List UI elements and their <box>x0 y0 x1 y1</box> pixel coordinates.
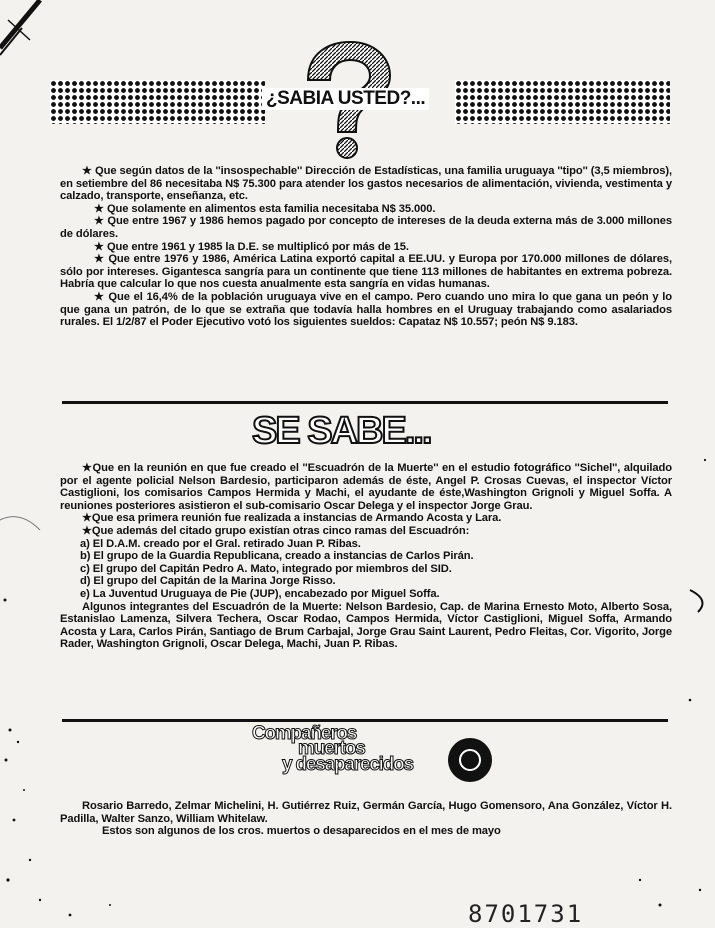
integrantes-list: Algunos integrantes del Escuadrón de la Muerte: Nelson Bardesio, Cap. de Marina Ernesto Moto, Alberto Sosa, Estanislao Lamenza, Silvera Techera, Oscar Rodao, Campos Hermida, Víctor Castiglioni, Miguel Soffa, Armando Acosta y Lara, Carlos Pirán, Santiago de Brum Carbajal, Jorge Grau Saint Laurent, Pedro Fleitas, Cor. Vigorito, Jorge Rader, Washington Grignoli, Oscar Delega, Machi, Juan P. Ribas. <box>60 600 672 651</box>
companeros-closing: Estos son algunos de los cros. muertos o desaparecidos en el mes de mayo <box>102 825 501 838</box>
sabia-item: ★ Que entre 1961 y 1985 la D.E. se multiplicó por más de 15. <box>94 240 409 253</box>
rama-item: d) El grupo del Capitán de la Marina Jorge Risso. <box>80 575 336 588</box>
se-sabe-intro: ★Que en la reunión en que fue creado el ''Escuadrón de la Muerte'' en el estudio fotográfico ''Sichel'', alquilado por el agente policial Nelson Bardesio, participaron además de éste, Angel P. Crosas Cuevas, el inspector Víctor Castiglioni, los comisarios Campos Hermida y Machi, el ayudante de éste,Washington Grignoli y Miguel Soffa. A reuniones posteriores asistieron el sub-comisario Oscar Delega y el inspector Jorge Grau. <box>60 462 672 512</box>
companeros-line1: Compañeros <box>252 723 357 744</box>
sabia-item: ★ Que entre 1976 y 1986, América Latina exportó capital a EE.UU. y Europa por 170.000 millones de dólares, sólo por intereses. Gigantesca sangría para un continente que tiene 113 millones de habitantes en extrema pobreza. Habría que calcular lo que nos cuesta anualmente esta sangría en vidas humanas. <box>60 253 672 291</box>
companeros-line3: y desaparecidos <box>282 754 413 775</box>
sabia-item: ★ Que entre 1967 y 1986 hemos pagado por concepto de intereses de la deuda externa más de 3.000 millones de dólares. <box>60 215 672 240</box>
rama-item: e) La Juventud Uruguaya de Pie (JUP), encabezado por Miguel Soffa. <box>80 587 440 600</box>
se-sabe-heading: SE SABE... <box>252 410 431 452</box>
dotted-banner-right <box>455 80 670 124</box>
rama-item: b) El grupo de la Guardia Republicana, creado a instancias de Carlos Pirán. <box>80 550 474 563</box>
se-sabe-intro: ★Que esa primera reunión fue realizada a instancias de Armando Acosta y Lara. <box>82 512 502 525</box>
companeros-line2: muertos <box>298 738 365 759</box>
companeros-section <box>60 800 672 838</box>
sabia-usted-heading: ¿SABIA USTED?... <box>262 88 429 110</box>
organization-logo-icon <box>448 738 492 782</box>
document-serial-number: 8701731 <box>468 900 584 928</box>
section-divider-1 <box>62 401 668 404</box>
dotted-banner-left <box>50 80 265 124</box>
companeros-names: Rosario Barredo, Zelmar Michelini, H. Gutiérrez Ruiz, Germán García, Hugo Gomensoro, Ana González, Víctor H. Padilla, Walter Sanzo, William Whitelaw. <box>60 800 672 825</box>
sabia-item: ★ Que solamente en alimentos esta familia necesitaba N$ 35.000. <box>94 202 436 215</box>
se-sabe-intro: ★Que además del citado grupo existían otras cinco ramas del Escuadrón: <box>82 524 470 537</box>
sabia-item: ★ Que según datos de la ''insospechable'' Dirección de Estadísticas, una familia uruguaya ''tipo'' (3,5 miembros), en setiembre del 86 necesitaba N$ 75.300 para atender los gastos necesarios de alimentación, vivienda, vestimenta y calzado, transporte, enseñanza, etc. <box>60 165 672 203</box>
rama-item: a) El D.A.M. creado por el Gral. retirado Juan P. Ribas. <box>80 537 361 550</box>
sabia-usted-section <box>60 165 672 329</box>
section-divider-2 <box>62 719 668 722</box>
rama-item: c) El grupo del Capitán Pedro A. Mato, integrado por miembros del SID. <box>80 562 452 575</box>
sabia-item: ★ Que el 16,4% de la población uruguaya vive en el campo. Pero cuando uno mira lo que gana un peón y lo que gana un patrón, de lo que se extraña que todavía halla hombres en el Uruguay trabajando como asalariados rurales. El 1/2/87 el Poder Ejecutivo votó los siguientes sueldos: Capataz N$ 10.557; peón N$ 9.183. <box>60 290 672 329</box>
se-sabe-section <box>60 462 672 651</box>
